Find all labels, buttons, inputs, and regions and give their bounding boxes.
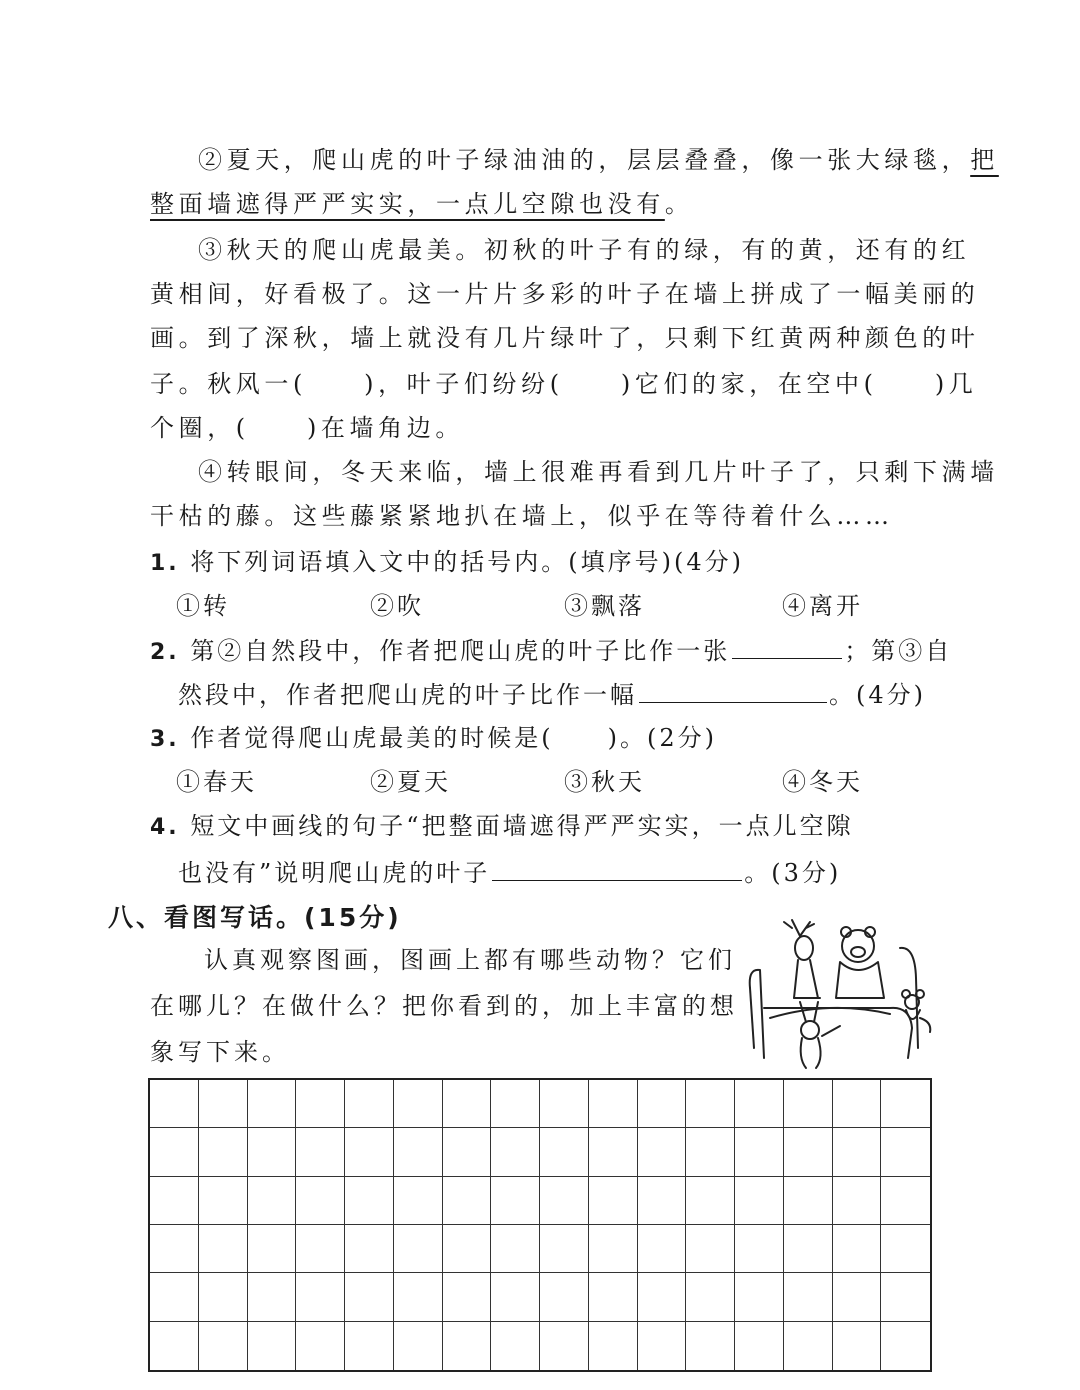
- grid-cell[interactable]: [686, 1128, 735, 1176]
- grid-cell[interactable]: [296, 1177, 345, 1225]
- passage-p3-line4: 子。秋风一( )，叶子们纷纷( )它们的家，在空中( )几: [150, 370, 978, 398]
- grid-cell[interactable]: [345, 1177, 394, 1225]
- grid-cell[interactable]: [881, 1128, 930, 1176]
- grid-cell[interactable]: [784, 1273, 833, 1321]
- grid-cell[interactable]: [686, 1225, 735, 1273]
- writing-grid[interactable]: [148, 1078, 932, 1372]
- grid-cell[interactable]: [784, 1225, 833, 1273]
- grid-cell[interactable]: [540, 1322, 589, 1370]
- section-8-title: 八、看图写话。(15分): [108, 903, 402, 932]
- passage-p3-line2: 黄相间，好看极了。这一片片多彩的叶子在墙上拼成了一幅美丽的: [150, 280, 980, 308]
- grid-cell[interactable]: [540, 1080, 589, 1128]
- grid-cell[interactable]: [296, 1273, 345, 1321]
- grid-cell[interactable]: [199, 1225, 248, 1273]
- grid-cell[interactable]: [150, 1177, 199, 1225]
- q3-option-4: ④冬天: [782, 768, 863, 796]
- grid-cell[interactable]: [248, 1273, 297, 1321]
- question-3: [150, 716, 717, 762]
- question-2-line2: 然段中，作者把爬山虎的叶子比作一幅 。(4分): [178, 672, 926, 717]
- grid-cell[interactable]: [833, 1080, 882, 1128]
- grid-cell[interactable]: [199, 1273, 248, 1321]
- grid-cell[interactable]: [589, 1177, 638, 1225]
- underlined-sentence: 整面墙遮得严严实实，一点儿空隙也没有: [150, 190, 665, 218]
- q1-option-4: ④离开: [782, 592, 863, 620]
- grid-cell[interactable]: [735, 1177, 784, 1225]
- grid-cell[interactable]: [150, 1225, 199, 1273]
- grid-cell[interactable]: [345, 1080, 394, 1128]
- grid-cell[interactable]: [150, 1322, 199, 1370]
- grid-cell[interactable]: [833, 1177, 882, 1225]
- q1-option-2: ②吹: [370, 592, 424, 620]
- grid-cell[interactable]: [833, 1273, 882, 1321]
- question-number: 1.: [150, 551, 180, 576]
- grid-cell[interactable]: [345, 1273, 394, 1321]
- grid-cell[interactable]: [345, 1225, 394, 1273]
- grid-cell[interactable]: [394, 1273, 443, 1321]
- grid-cell[interactable]: [735, 1273, 784, 1321]
- question-1: [150, 540, 744, 586]
- grid-cell[interactable]: [784, 1322, 833, 1370]
- grid-cell[interactable]: [491, 1177, 540, 1225]
- grid-cell[interactable]: [150, 1273, 199, 1321]
- question-4-line1: 4. 短文中画线的句子“把整面墙遮得严严实实，一点儿空隙: [150, 812, 854, 840]
- grid-cell[interactable]: [638, 1128, 687, 1176]
- grid-cell[interactable]: [296, 1128, 345, 1176]
- grid-cell[interactable]: [638, 1177, 687, 1225]
- grid-cell[interactable]: [638, 1273, 687, 1321]
- grid-cell[interactable]: [784, 1080, 833, 1128]
- passage-p4-line2: 干枯的藤。这些藤紧紧地扒在墙上，似乎在等待着什么……: [150, 502, 894, 530]
- grid-cell[interactable]: [784, 1177, 833, 1225]
- passage-p3-line5: 个圈，( )在墙角边。: [150, 414, 464, 442]
- grid-cell[interactable]: [443, 1273, 492, 1321]
- grid-cell[interactable]: [686, 1177, 735, 1225]
- grid-cell[interactable]: [491, 1225, 540, 1273]
- grid-cell[interactable]: [443, 1322, 492, 1370]
- grid-cell[interactable]: [735, 1225, 784, 1273]
- grid-cell[interactable]: [150, 1080, 199, 1128]
- question-text: 将下列词语填入文中的括号内。(填序号)(4分): [190, 548, 745, 576]
- passage-p3-line3: 画。到了深秋，墙上就没有几片绿叶了，只剩下红黄两种颜色的叶: [150, 324, 980, 352]
- question-number: 4.: [150, 815, 180, 840]
- q1-option-3: ③飘落: [564, 592, 645, 620]
- question-number: 3.: [150, 727, 180, 752]
- grid-cell[interactable]: [686, 1322, 735, 1370]
- section-8-line3: 象写下来。: [150, 1038, 290, 1066]
- grid-cell[interactable]: [491, 1128, 540, 1176]
- grid-cell[interactable]: [881, 1225, 930, 1273]
- grid-cell[interactable]: [394, 1128, 443, 1176]
- passage-p4-line1: ④转眼间，冬天来临，墙上很难再看到几片叶子了，只剩下满墙: [198, 458, 999, 486]
- grid-cell[interactable]: [443, 1177, 492, 1225]
- grid-cell[interactable]: [833, 1322, 882, 1370]
- grid-cell[interactable]: [833, 1128, 882, 1176]
- grid-cell[interactable]: [199, 1128, 248, 1176]
- question-2-line1: 2. 第②自然段中，作者把爬山虎的叶子比作一张 ；第③自: [150, 628, 952, 675]
- passage-p2-line1: ②夏天，爬山虎的叶子绿油油的，层层叠叠，像一张大绿毯，把: [198, 146, 999, 174]
- grid-cell[interactable]: [735, 1322, 784, 1370]
- answer-blank[interactable]: [732, 628, 842, 659]
- grid-cell[interactable]: [248, 1080, 297, 1128]
- grid-cell[interactable]: [150, 1128, 199, 1176]
- grid-cell[interactable]: [345, 1128, 394, 1176]
- q3-option-3: ③秋天: [564, 768, 645, 796]
- grid-cell[interactable]: [394, 1080, 443, 1128]
- grid-cell[interactable]: [443, 1080, 492, 1128]
- grid-cell[interactable]: [296, 1322, 345, 1370]
- grid-cell[interactable]: [345, 1322, 394, 1370]
- grid-cell[interactable]: [638, 1225, 687, 1273]
- grid-cell[interactable]: [394, 1177, 443, 1225]
- grid-cell[interactable]: [248, 1322, 297, 1370]
- grid-cell[interactable]: [443, 1225, 492, 1273]
- grid-cell[interactable]: [443, 1128, 492, 1176]
- grid-cell[interactable]: [589, 1273, 638, 1321]
- grid-cell[interactable]: [686, 1080, 735, 1128]
- q3-option-1: ①春天: [176, 768, 257, 796]
- grid-cell[interactable]: [638, 1080, 687, 1128]
- grid-cell[interactable]: [248, 1128, 297, 1176]
- grid-cell[interactable]: [199, 1177, 248, 1225]
- grid-cell[interactable]: [296, 1225, 345, 1273]
- grid-cell[interactable]: [540, 1128, 589, 1176]
- grid-cell[interactable]: [881, 1273, 930, 1321]
- grid-cell[interactable]: [491, 1273, 540, 1321]
- grid-cell[interactable]: [881, 1322, 930, 1370]
- answer-blank[interactable]: [639, 672, 827, 703]
- grid-cell[interactable]: [881, 1080, 930, 1128]
- question-number: 2.: [150, 640, 180, 665]
- grid-cell[interactable]: [199, 1080, 248, 1128]
- grid-cell[interactable]: [394, 1225, 443, 1273]
- grid-cell[interactable]: [199, 1322, 248, 1370]
- grid-cell[interactable]: [735, 1080, 784, 1128]
- grid-cell[interactable]: [589, 1322, 638, 1370]
- grid-cell[interactable]: [540, 1225, 589, 1273]
- grid-cell[interactable]: [589, 1225, 638, 1273]
- grid-cell[interactable]: [833, 1225, 882, 1273]
- grid-cell[interactable]: [589, 1128, 638, 1176]
- grid-cell[interactable]: [735, 1128, 784, 1176]
- grid-cell[interactable]: [881, 1177, 930, 1225]
- passage-p2-line2: 整面墙遮得严严实实，一点儿空隙也没有。: [150, 190, 694, 218]
- question-4-line2: 也没有”说明爬山虎的叶子 。(3分): [178, 850, 841, 895]
- grid-cell[interactable]: [540, 1177, 589, 1225]
- section-8-line1: 认真观察图画，图画上都有哪些动物？它们: [204, 946, 736, 974]
- grid-cell[interactable]: [589, 1080, 638, 1128]
- answer-blank[interactable]: [492, 850, 742, 881]
- grid-cell[interactable]: [638, 1322, 687, 1370]
- grid-cell[interactable]: [248, 1177, 297, 1225]
- grid-cell[interactable]: [394, 1322, 443, 1370]
- grid-cell[interactable]: [784, 1128, 833, 1176]
- section-8-line2: 在哪儿？在做什么？把你看到的，加上丰富的想: [150, 992, 738, 1020]
- grid-cell[interactable]: [296, 1080, 345, 1128]
- animals-visiting-bear-in-bed-illustration: [740, 918, 940, 1078]
- q3-option-2: ②夏天: [370, 768, 451, 796]
- passage-p3-line1: ③秋天的爬山虎最美。初秋的叶子有的绿，有的黄，还有的红: [198, 236, 971, 264]
- grid-cell[interactable]: [540, 1273, 589, 1321]
- grid-cell[interactable]: [686, 1273, 735, 1321]
- grid-cell[interactable]: [248, 1225, 297, 1273]
- q1-option-1: ①转: [176, 592, 230, 620]
- grid-cell[interactable]: [491, 1322, 540, 1370]
- question-text: 作者觉得爬山虎最美的时候是( )。(2分): [190, 724, 718, 752]
- grid-cell[interactable]: [491, 1080, 540, 1128]
